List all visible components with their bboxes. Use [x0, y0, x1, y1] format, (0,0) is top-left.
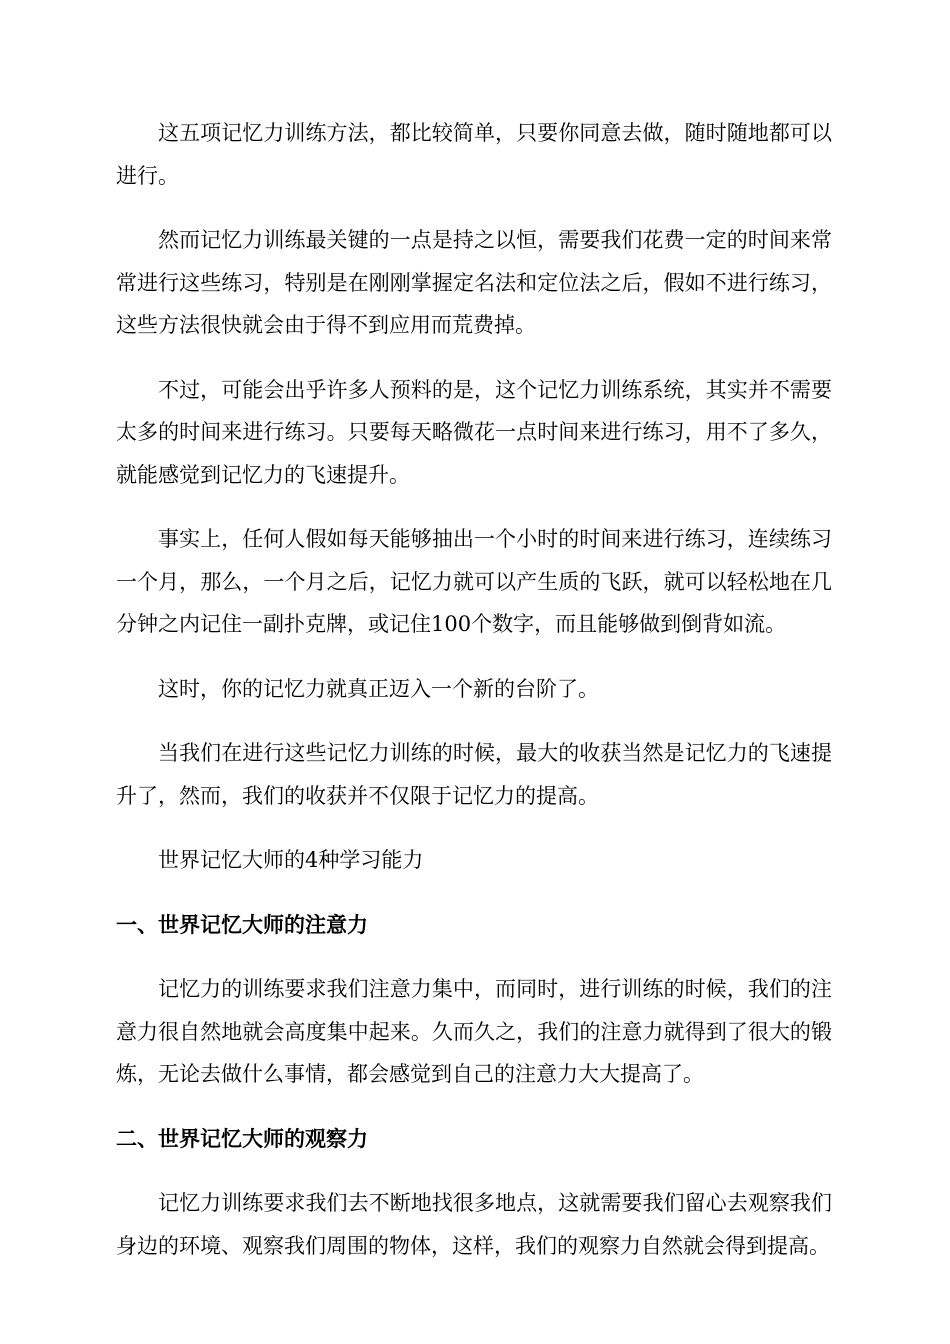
section-heading-observation: 二、世界记忆大师的观察力 — [116, 1126, 368, 1151]
paragraph-new-level: 这时，你的记忆力就真正迈入一个新的台阶了。 — [158, 676, 599, 701]
section-body-attention: 记忆力的训练要求我们注意力集中，而同时，进行训练的时候，我们的注意力很自然地就会高度集中起来。久而久之，我们的注意力就得到了很大的锻炼，无论去做什么事情，都会感觉到自己的注意力大大提高了。 — [116, 977, 832, 1086]
paragraph-time-needed: 不过，可能会出乎许多人预料的是，这个记忆力训练系统，其实并不需要太多的时间来进行练习。只要每天略微花一点时间来进行练习，用不了多久，就能感觉到记忆力的飞速提升。 — [116, 377, 832, 487]
section-body-observation: 记忆力训练要求我们去不断地找很多地点，这就需要我们留心去观察我们身边的环境、观察我们周围的物体，这样，我们的观察力自然就会得到提高。 — [116, 1191, 832, 1258]
document-body — [116, 112, 832, 1289]
section-heading-attention: 一、世界记忆大师的注意力 — [116, 912, 368, 937]
paragraph-training-methods: 这五项记忆力训练方法，都比较简单，只要你同意去做，随时随地都可以进行。 — [116, 121, 832, 188]
paragraph-four-abilities: 世界记忆大师的4种学习能力 — [158, 848, 424, 872]
paragraph-one-month-practice: 事实上，任何人假如每天能够抽出一个小时的时间来进行练习，连续练习一个月，那么，一个月之后，记忆力就可以产生质的飞跃，就可以轻松地在几分钟之内记住一副扑克牌，或记住100个数字，而且能够做到倒背如流。 — [116, 527, 832, 636]
paragraph-gains: 当我们在进行这些记忆力训练的时候，最大的收获当然是记忆力的飞速提升了，然而，我们的收获并不仅限于记忆力的提高。 — [116, 741, 832, 808]
paragraph-persistence: 然而记忆力训练最关键的一点是持之以恒，需要我们花费一定的时间来常常进行这些练习，特别是在刚刚掌握定名法和定位法之后，假如不进行练习，这些方法很快就会由于得不到应用而荒费掉。 — [116, 228, 832, 337]
